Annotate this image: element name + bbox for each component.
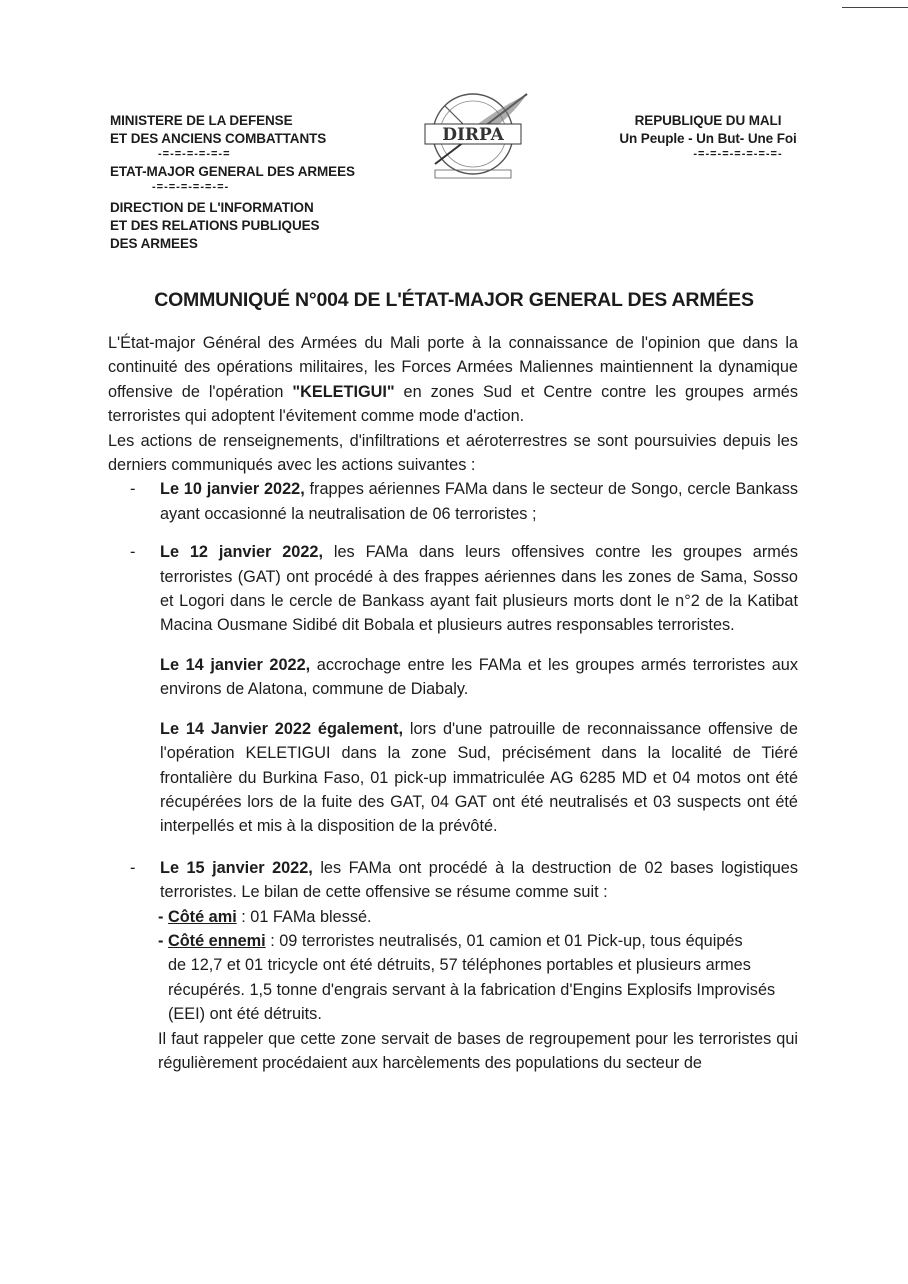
bilan-ennemi <box>108 929 798 953</box>
bilan-ami <box>108 905 798 929</box>
communique-body <box>108 331 798 1075</box>
separator-2: -=-=-=-=-=-=- <box>152 181 230 193</box>
action-text: frappes aériennes FAMa dans le secteur de Songo, cercle Bankass ayant occasionné la neutralisation de 06 terroristes ; <box>160 480 798 523</box>
action-date: Le 12 janvier 2022, <box>160 543 323 562</box>
operation-name: "KELETIGUI" <box>292 382 395 401</box>
document-title: COMMUNIQUÉ N°004 DE L'ÉTAT-MAJOR GENERAL DES ARMÉES <box>154 289 754 311</box>
bilan-ennemi-label: Côté ennemi <box>167 931 266 950</box>
scan-edge-line <box>842 7 908 8</box>
staff-line: ETAT-MAJOR GENERAL DES ARMEES <box>110 164 355 179</box>
header-left <box>110 112 400 253</box>
bilan-ennemi-text: : 09 terroristes neutralisés, 01 camion et 01 Pick-up, tous équipés <box>265 931 743 950</box>
closing-paragraph: Il faut rappeler que cette zone servait de bases de regroupement pour les terroristes qui régulièrement procédaient aux harcèlements des populations du secteur de <box>158 1029 798 1072</box>
action-text: lors d'une patrouille de reconnaissance offensive de l'opération KELETIGUI dans la zone Sud, précisément dans la localité de Tiéré frontalière du Burkina Faso, 01 pick-up immatriculée AG 6285 MD et 04 motos ont été récupérées lors de la fuite des GAT, 04 GAT ont été neutralisés et 03 suspects ont été interpellés et mis à la disposition de la prévôté. <box>160 719 798 836</box>
intro-text-b: en zones Sud et Centre contre les groupes armés terroristes qui adoptent l'évitement comme mode d'action. <box>108 382 798 426</box>
bilan-ami-text: : 01 FAMa blessé. <box>236 907 372 926</box>
action-text: accrochage entre les FAMa et les groupes armés terroristes aux environs de Alatona, commune de Diabaly. <box>160 655 798 699</box>
actions-paragraph: Les actions de renseignements, d'infiltrations et aéroterrestres se sont poursuivies depuis les derniers communiqués avec les actions suivantes : <box>108 431 798 475</box>
direction-line-1: DIRECTION DE L'INFORMATION <box>110 200 314 215</box>
dirpa-logo <box>415 86 535 184</box>
direction-line-3: DES ARMEES <box>110 236 198 251</box>
bullet-dash: - <box>130 543 136 562</box>
bilan-ennemi-continued: de 12,7 et 01 tricycle ont été détruits, 57 téléphones portables et plusieurs armes récupérés. 1,5 tonne d'engrais servant à la fabrication d'Engins Explosifs Improvisés (EEI) ont été détruits. <box>168 956 776 1024</box>
header-right <box>608 112 808 161</box>
action-item-2 <box>108 540 798 638</box>
action-date: Le 14 Janvier 2022 également, <box>160 719 403 738</box>
intro-paragraph <box>108 331 798 429</box>
action-item-1 <box>108 477 798 526</box>
action-date: Le 15 janvier 2022, <box>160 858 313 877</box>
separator-1: -=-=-=-=-=-= <box>158 148 231 160</box>
bullet-dash: - <box>130 480 136 499</box>
intro-text-a: L'État-major Général des Armées du Mali porte à la connaissance de l'opinion que dans la continuité des opérations militaires, les Forces Armées Maliennes maintiennent la dynamique offensive de l'opération <box>108 334 798 401</box>
action-item-5 <box>108 856 798 905</box>
motto-line: Un Peuple - Un But- Une Foi <box>619 131 797 146</box>
logo-text: DIRPA <box>442 125 504 145</box>
bilan-dash: - <box>158 907 168 926</box>
action-text: les FAMa ont procédé à la destruction de 02 bases logistiques terroristes. Le bilan de cette offensive se résume comme suit : <box>160 858 798 902</box>
ministry-line-2: ET DES ANCIENS COMBATTANTS <box>110 131 327 146</box>
action-item-4 <box>108 717 798 839</box>
separator-right: -=-=-=-=-=-=-=- <box>693 148 783 160</box>
action-item-3 <box>108 653 798 702</box>
bilan-dash: - <box>158 931 168 950</box>
bilan-ami-label: Côté ami <box>167 907 237 926</box>
republic-line: REPUBLIQUE DU MALI <box>634 113 782 128</box>
direction-line-2: ET DES RELATIONS PUBLIQUES <box>110 218 320 233</box>
action-date: Le 10 janvier 2022, <box>160 480 305 499</box>
action-text: les FAMa dans leurs offensives contre les groupes armés terroristes (GAT) ont procédé à des frappes aériennes dans les zones de Sama, Sosso et Logori dans le cercle de Bankass ayant fait plusieurs morts dont le n°2 de la Katibat Macina Ousmane Sidibé dit Bobala et plusieurs autres responsables terroristes. <box>160 543 798 635</box>
action-date: Le 14 janvier 2022, <box>160 655 311 674</box>
bullet-dash: - <box>130 858 136 877</box>
ministry-line-1: MINISTERE DE LA DEFENSE <box>110 113 293 128</box>
